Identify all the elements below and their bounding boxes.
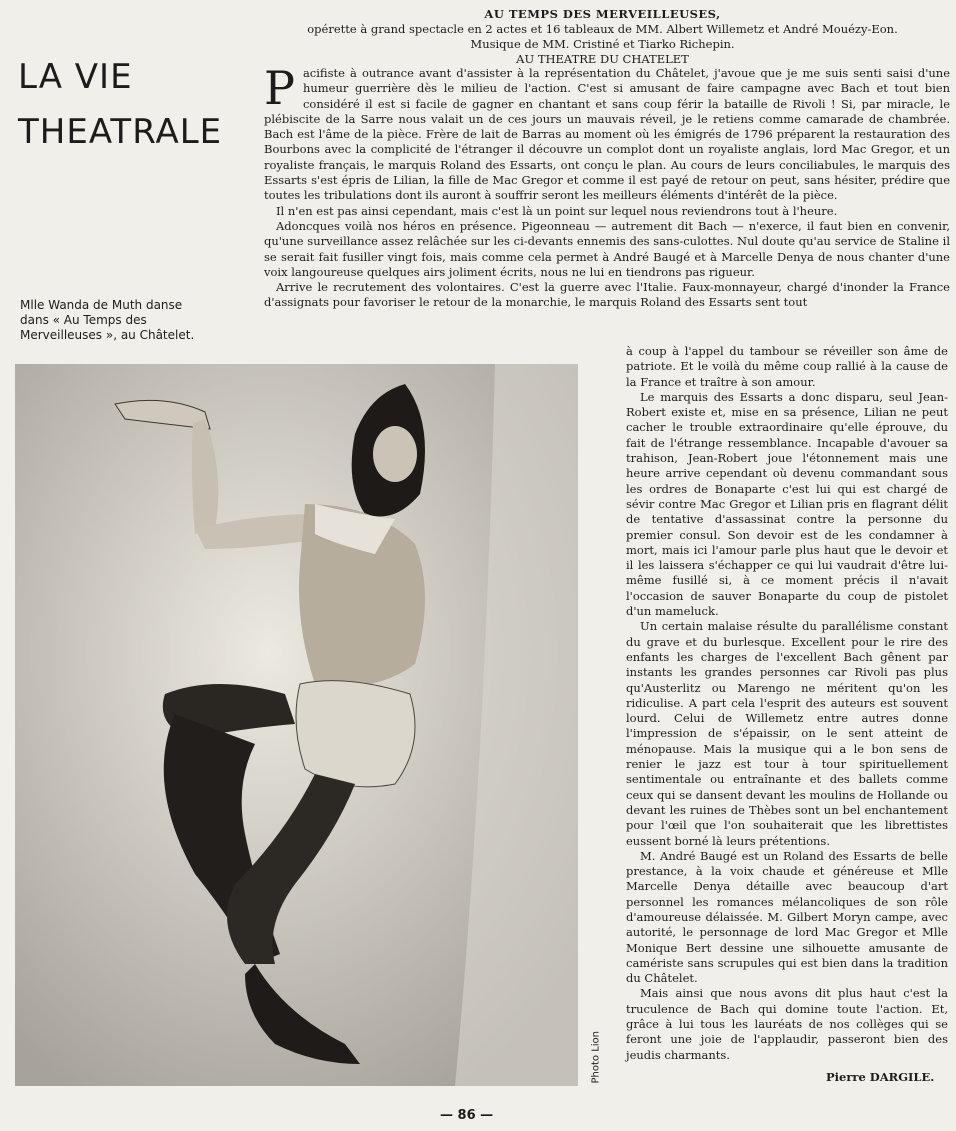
- paragraph-8: Mais ainsi que nous avons dit plus haut c'est la truculence de Bach qui domine toute l'action. Et, grâce à lui tous les lauréats de nos collèges qui se feront une joie de l'applaudir, passeront bien des jeudis charmants.: [626, 986, 948, 1062]
- paragraph-4: Arrive le recrutement des volontaires. C'est la guerre avec l'Italie. Faux-monnayeur, chargé d'inonder la France d'assignats pour favoriser le retour de la monarchie, le marquis Roland des Essarts sent tout: [264, 280, 950, 310]
- paragraph-6: Un certain malaise résulte du parallélisme constant du grave et du burlesque. Excellent pour le rire des enfants les charges de l'excellent Bach gênent par instants les grandes personnes car Rivoli pas plus qu'Austerlitz ou Marengo ne méritent qu'on les ridiculise. A part cela l'esprit des auteurs est souvent lourd. Celui de Willemetz entre autres donne l'impression de s'épaissir, on le sent atteint de ménopause. Mais la musique qui a le bon sens de renier le jazz est tour à tour spirituellement sentimentale ou entraînante et des ballets comme ceux qui se dansent devant les moulins de Hollande ou devant les ruines de Thèbes sont un bel enchantement pour l'œil que l'on souhaiterait que les librettistes eussent borné là leurs prétentions.: [626, 619, 948, 848]
- drop-cap: P: [264, 61, 295, 115]
- paragraph-4-continued: à coup à l'appel du tambour se réveiller son âme de patriote. Et le voilà du même coup rallié à la cause de la France et traître à son amour.: [626, 344, 948, 389]
- paragraph-5: Le marquis des Essarts a donc disparu, seul Jean-Robert existe et, mise en sa présence, Lilian ne peut cacher le trouble extraordinaire qu'elle éprouve, du fait de l'étrange ressemblance. Incapable d'avouer sa trahison, Jean-Robert joue l'étonnement mais une heure arrive cependant où devenu commandant sous les ordres de Bonaparte c'est lui qui est chargé de sévir contre Mac Gregor et Lilian pris en flagrant délit de tentative d'assassinat contre la personne du premier consul. Son devoir est de les condamner à mort, mais ici l'amour parle plus haut que le devoir et il les laissera s'échapper ce qui lui vaudrait d'être lui-même fusillé si, à ce moment précis il n'avait l'occasion de sauver Bonaparte du coup de pistolet d'un mameluck.: [626, 389, 948, 619]
- paragraph-7: M. André Baugé est un Roland des Essarts de belle prestance, à la voix chaude et généreuse et Mlle Marcelle Denya détaille avec beaucoup d'art personnel les romances mélancoliques de son rôle d'amoureuse délaissée. M. Gilbert Moryn campe, avec autorité, le personnage de lord Mac Gregor et Mlle Monique Bert dessine une silhouette amusante de camériste sans scrupules qui est bien dans la tradition du Châtelet.: [626, 848, 948, 986]
- photo-credit: [584, 1026, 608, 1088]
- article-music: Musique de MM. Cristiné et Tiarko Richepin.: [470, 37, 735, 51]
- paragraph-3: Adoncques voilà nos héros en présence. Pigeonneau — autrement dit Bach — n'exerce, il faut bien en convenir, qu'une surveillance assez relâchée sur les ci-devants ennemis des sans-culottes. Nul doute qu'au service de Staline il se serait fait fusiller vingt fois, mais comme cela permet à André Baugé et à Marcelle Denya de nous chanter d'une voix langoureuse quelques airs joliment écrits, nous ne lui en tiendrons pas rigueur.: [264, 218, 950, 279]
- section-title-line2: THEATRALE: [18, 112, 223, 152]
- article-venue: AU THEATRE DU CHATELET: [516, 52, 689, 66]
- paragraph-1-text: acifiste à outrance avant d'assister à la représentation du Châtelet, j'avoue que je me suis senti saisi d'une humeur guerrière dès le milieu de l'action. C'est si amusant de faire campagne avec Bach et tout bien considéré il est si facile de gagner en chantant et sans coup férir la bataille de Rivoli ! Si, par miracle, le plébiscite de la Sarre nous valait un de ces jours un mauvais réveil, je le retiens comme camarade de chambrée. Bach est l'âme de la pièce. Frère de lait de Barras au moment où les émigrés de 1796 préparent la restauration des Bourbons avec la complicité de l'étranger il découvre un complot dont un royaliste anglais, lord Mac Gregor, et un royaliste français, le marquis Roland des Essarts, ont conçu le plan. Au cours de leurs conciliabules, le marquis des Essarts s'est épris de Lilian, la fille de Mac Gregor et comme il est payé de retour on peut, sans hésiter, prédire que toutes les tribulations dont ils auront à souffrir seront les meilleurs éléments d'intérêt de la pièce.: [264, 66, 950, 203]
- article-header: [255, 7, 950, 67]
- section-title: [18, 50, 228, 160]
- section-title-line1: LA VIE: [18, 57, 133, 97]
- dancer-photo: [15, 364, 578, 1086]
- photo-credit-text: Photo Lion: [590, 1030, 602, 1084]
- article-credits: opérette à grand spectacle en 2 actes et 16 tableaux de MM. Albert Willemetz et André Mouézy-Eon.: [307, 22, 898, 36]
- article-headline: AU TEMPS DES MERVEILLEUSES,: [484, 7, 721, 21]
- author-signature: Pierre DARGILE.: [826, 1070, 935, 1084]
- photo-caption: Mlle Wanda de Muth danse dans « Au Temps des Merveilleuses », au Châtelet.: [20, 298, 195, 342]
- paragraph-1: [264, 61, 950, 204]
- page-number: — 86 —: [440, 1108, 494, 1123]
- paragraph-2: Il n'en est pas ainsi cependant, mais c'est là un point sur lequel nous reviendrons tout à l'heure.: [276, 203, 838, 218]
- article-body-top: [264, 61, 950, 311]
- article-body-column: [626, 344, 948, 1063]
- dancer-illustration: [15, 364, 578, 1086]
